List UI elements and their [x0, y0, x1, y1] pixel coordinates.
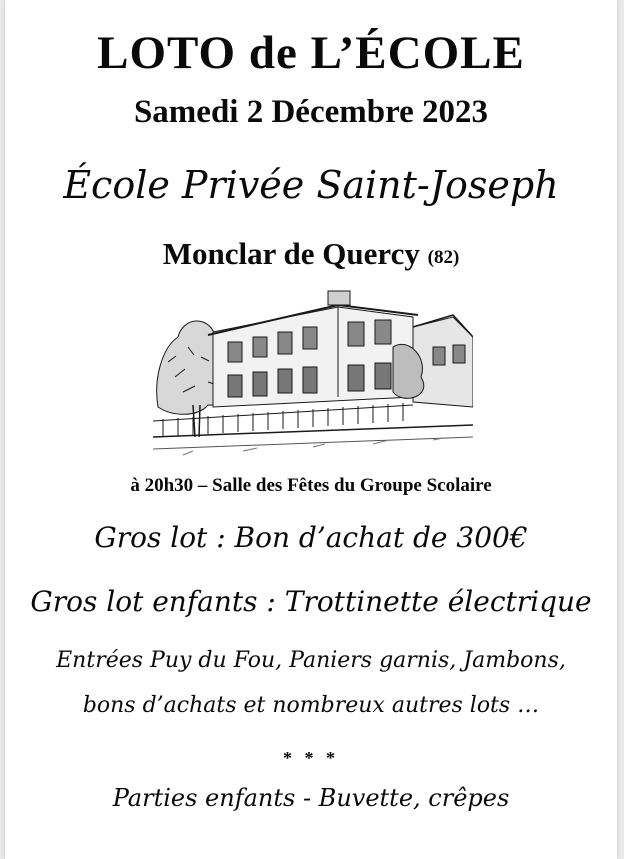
- school-building-sketch-icon: [153, 287, 473, 459]
- lots-line-1: Entrées Puy du Fou, Paniers garnis, Jambons,: [56, 648, 566, 673]
- gros-lot-enfants: Gros lot enfants : Trottinette électrique: [30, 585, 592, 618]
- town-name: Monclar de Quercy: [162, 236, 420, 271]
- separator: * * *: [283, 748, 339, 768]
- time-and-place: à 20h30 – Salle des Fêtes du Groupe Scolaire: [130, 475, 492, 496]
- school-name: École Privée Saint-Joseph: [63, 163, 559, 207]
- event-date: Samedi 2 Décembre 2023: [133, 94, 489, 130]
- lots-line-2: bons d’achats et nombreux autres lots …: [82, 693, 540, 718]
- town-line: [5, 236, 617, 272]
- poster-page: [5, 0, 617, 859]
- extras-line: Parties enfants - Buvette, crêpes: [112, 784, 510, 812]
- department-number: (82): [427, 247, 460, 268]
- poster-title: LOTO de L’ÉCOLE: [97, 27, 525, 79]
- gros-lot: Gros lot : Bon d’achat de 300€: [94, 521, 528, 554]
